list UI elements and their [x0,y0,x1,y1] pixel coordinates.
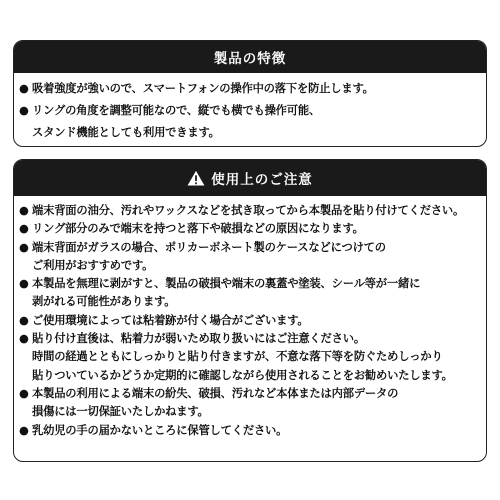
list-item-text: 損傷には一切保証いたしかねます。 [32,405,209,419]
list-item-text: リング部分のみで端末を持つと落下や破損などの原因になります。 [32,222,364,236]
list-item [19,367,486,385]
list-item-text: 端末背面がガラスの場合、ポリカーボネート製のケースなどにつけての [32,240,386,254]
bullet: ● [19,204,29,217]
list-item [19,330,486,348]
bullet: ● [19,313,29,327]
list-item-text: 貼りついているかどうか定期的に確認しながら使用されることをお勧めいたします。 [32,368,453,382]
list-item-text: リングの角度を調整可能なので、縦でも横でも操作可能、 [32,104,321,117]
bullet: ● [19,104,29,117]
list-item [19,122,486,144]
list-item-text: 貼り付け直後は、粘着力が弱いため取り扱いにはご注意ください。 [32,332,365,346]
list-item [19,312,486,330]
bullet: ● [19,332,29,346]
list-item [19,100,486,122]
list-item [19,385,486,403]
list-item-text: 本製品の利用による端末の紛失、破損、汚れなど本体または内部データの [32,386,399,400]
list-item [19,422,486,440]
list-item [19,202,486,220]
list-item-text: スタンド機能としても利用できます。 [32,126,220,139]
features-title: 製品の特徴 [213,51,287,67]
bullet: ● [19,240,29,254]
features-header [14,41,486,73]
bullet: ● [19,222,29,236]
bullet: ● [19,82,29,95]
cautions-list [14,196,486,440]
features-panel [13,40,487,147]
list-item [19,239,486,257]
list-item-text: 剥がれる可能性があります。 [32,295,176,309]
cautions-header [14,160,486,196]
list-item-text: 吸着強度が強いので、スマートフォンの操作中の落下を防止します。 [32,82,374,95]
list-item [19,403,486,421]
list-item-text: ご利用がおすすめです。 [32,258,154,272]
list-item-text: 乳幼児の手の届かないところに保管してください。 [32,423,288,437]
list-item [19,220,486,238]
list-item-text: 本製品を無理に剥がすと、製品の破損や端末の裏蓋や塗装、シール等が一緒に [32,277,421,291]
list-item [19,257,486,275]
list-item [19,275,486,293]
features-list [14,73,486,144]
bullet: ● [19,386,29,400]
list-item [19,293,486,311]
bullet: ● [19,277,29,291]
cautions-title: 使用上のご注意 [211,172,313,188]
list-item-text: ご使用環境によっては粘着跡が付く場合がございます。 [32,313,309,327]
warning-triangle-icon [187,170,205,186]
list-item-text: 時間の経過とともにしっかりと貼り付きますが、不意な落下等を防ぐためしっかり [32,350,443,364]
cautions-panel [13,159,487,462]
bullet: ● [19,423,29,437]
list-item [19,78,486,100]
list-item-text: 端末背面の油分、汚れやワックスなどを拭き取ってから本製品を貼り付けてください。 [32,204,465,217]
list-item [19,348,486,366]
